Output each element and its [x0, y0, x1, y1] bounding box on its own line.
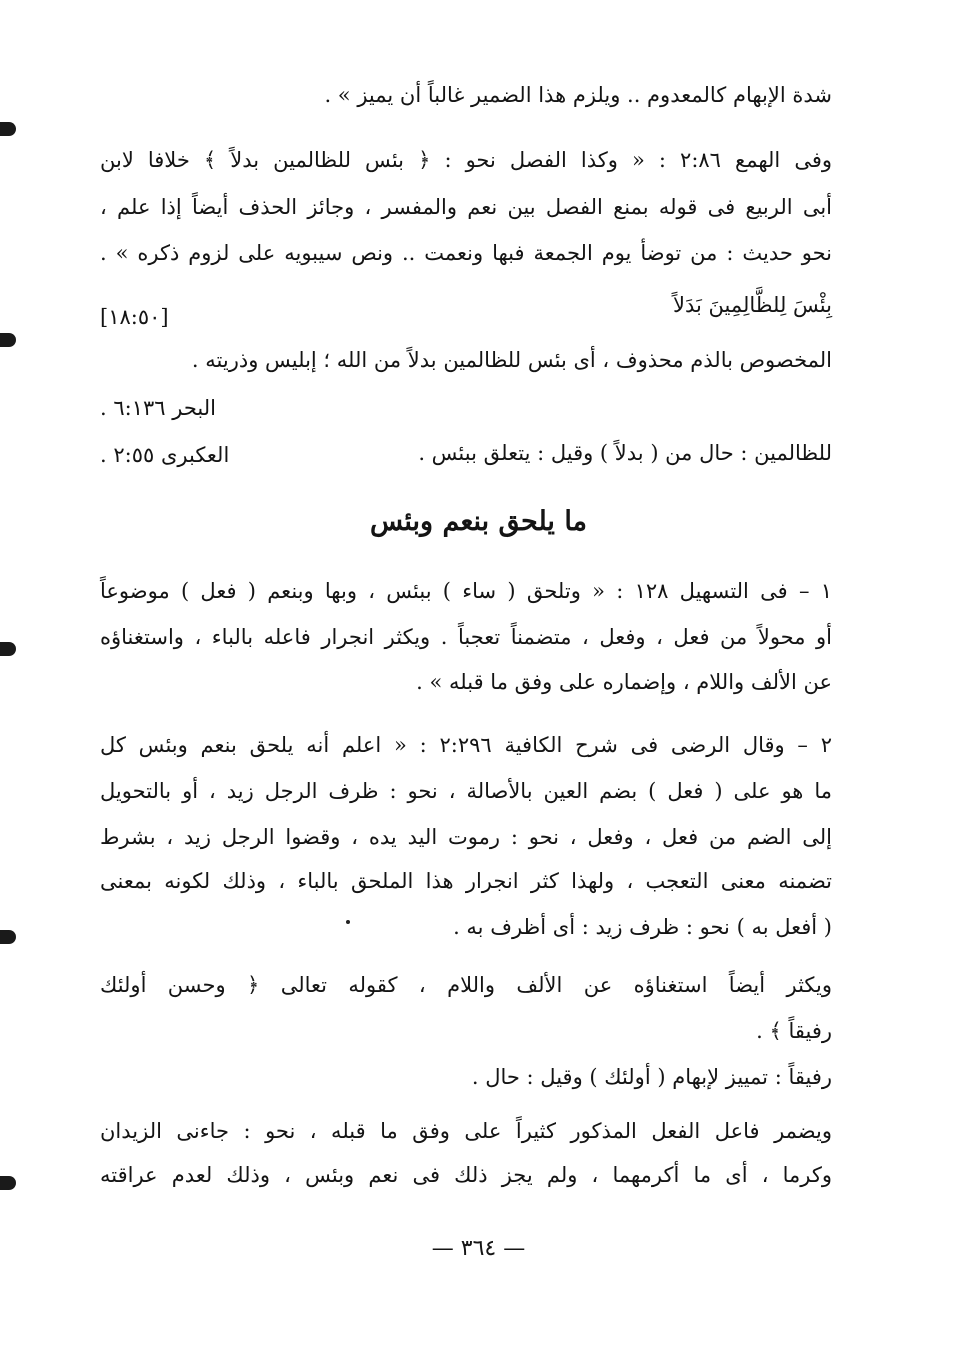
text-line: وكرما ، أى ما أكرمهما ، ولم يجز ذلك فى نعم وبئس ، وذلك لعدم عراقته: [100, 1163, 832, 1187]
source-reference: العكبرى ٢:٥٥ .: [100, 443, 230, 467]
source-reference: البحر ٦:١٣٦ .: [100, 396, 216, 420]
text-line: تضمنه معنى التعجب ، ولهذا كثر انجرار هذا الملحق بالباء ، وذلك لكونه بمعنى: [100, 869, 832, 893]
section-heading: ما يلحق بنعم وبئس: [369, 506, 588, 537]
margin-mark: [0, 333, 16, 347]
text-line: أبى الربيع فى قوله بمنع الفصل بين نعم والمفسر ، وجائز الحذف أيضاً إذا علم ،: [100, 195, 832, 219]
text-line: للظالمين : حال من ( بدلاً ) وقيل : يتعلق ببئس .: [418, 441, 832, 465]
text-line: ويضمر فاعل الفعل المذكور كثيراً على وفق ما قبله ، نحو : جاءنى الزيدان: [100, 1119, 832, 1143]
text-line: وفى الهمع ٢:٨٦ : « وكذا الفصل نحو : ﴿ بئس للظالمين بدلاً ﴾ خلافا لابن: [100, 148, 833, 172]
text-line: رفيقاً : تمييز لإبهام ( أولئك ) وقيل : حال .: [471, 1065, 832, 1089]
text-line: عن الألف واللام ، وإضماره على وفق ما قبله » .: [416, 670, 832, 694]
text-line: ما هو على ( فعل ) بضم العين بالأصالة ، نحو : ظرف الرجل زيد ، أو بالتحويل: [100, 779, 832, 803]
text-line: ٢ – وقال الرضى فى شرح الكافية ٢:٢٩٦ : « اعلم أنه يلحق بنعم وبئس كل: [100, 733, 832, 757]
page-number: — ٣٦٤ —: [431, 1236, 526, 1261]
text-line: ١ – فى التسهيل ١٢٨ : « وتلحق ( ساء ) ببئس ، وبها وبنعم ( فعل ) موضوعاً: [100, 579, 832, 603]
margin-mark: [0, 642, 16, 656]
text-line: نحو حديث : من توضأ يوم الجمعة فبها ونعمت .. ونص سيبويه على لزوم ذكره » .: [100, 241, 832, 265]
margin-mark: [0, 1176, 16, 1190]
text-line: أو محولاً من فعل ، وفعل ، متضمناً تعجباً . ويكثر انجرار فاعله بالباء ، واستغناؤه: [100, 625, 832, 649]
text-line: إلى الضم من فعل ، وفعل ، نحو : رموت اليد يده ، وقضوا الرجل زيد ، بشرط: [100, 825, 832, 849]
text-line: رفيقاً ﴾ .: [756, 1019, 832, 1043]
margin-mark: [0, 930, 16, 944]
margin-mark: [0, 122, 16, 136]
text-line: المخصوص بالذم محذوف ، أى بئس للظالمين بدلاً من الله ؛ إبليس وذريته .: [191, 348, 832, 372]
text-line: شدة الإبهام كالمعدوم .. ويلزم هذا الضمير غالباً أن يميز » .: [324, 83, 832, 107]
speck: [346, 920, 350, 924]
text-line: ويكثر أيضاً استغناؤه عن الألف واللام ، كقوله تعالى ﴿ وحسن أولئك: [100, 973, 832, 997]
quran-verse: بِئْسَ لِلظَّالِمِينَ بَدَلاً: [673, 293, 832, 317]
verse-reference: [١٨:٥٠]: [100, 305, 169, 329]
text-line: ( أفعل به ) نحو : ظرف زيد : أى أظرف به .: [453, 915, 832, 939]
